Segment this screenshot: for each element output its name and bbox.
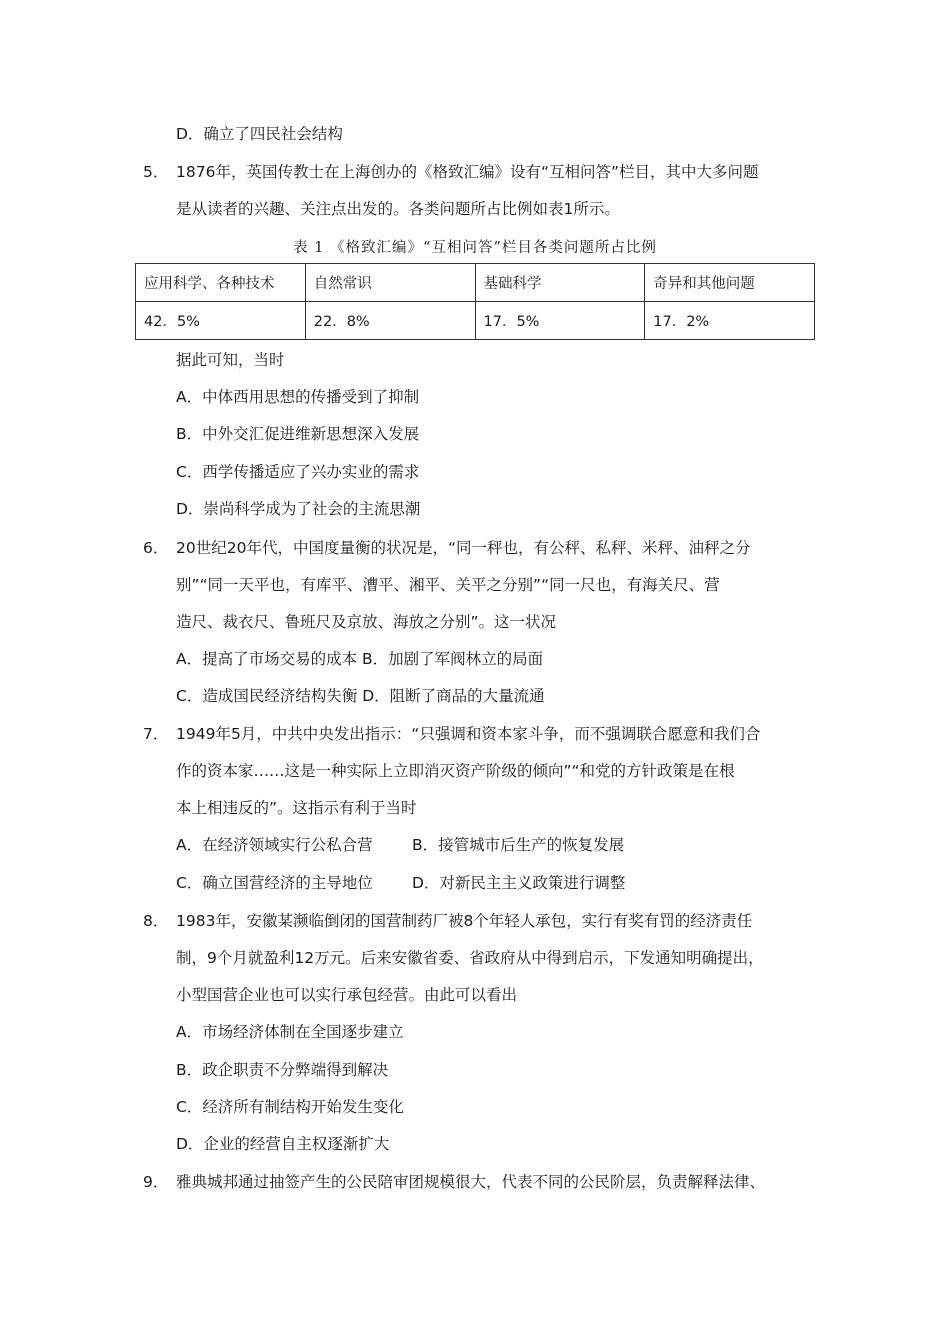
q6-number: 6． [143, 539, 169, 557]
table1-header-cell: 基础科学 [475, 264, 645, 302]
q7-option-b[interactable]: B．接管城市后生产的恢复发展 [412, 836, 625, 854]
table1-value-cell: 22．8% [305, 302, 475, 340]
table1-header-row [136, 264, 815, 302]
q8-stem-line3: 小型国营企业也可以实行承包经营。由此可以看出 [176, 986, 518, 1004]
table1-value-cell: 17．2% [645, 302, 815, 340]
q6-stem-line1: 20世纪20年代，中国度量衡的状况是，“同一秤也，有公秤、私秤、米秤、油秤之分 [176, 539, 751, 557]
q7-number: 7． [143, 725, 169, 743]
q4-option-d: D．确立了四民社会结构 [176, 125, 343, 143]
q5-option-a[interactable]: A．中体西用思想的传播受到了抑制 [176, 388, 420, 406]
q6-options-cd[interactable]: C．造成国民经济结构失衡 D．阻断了商品的大量流通 [176, 687, 545, 705]
q6-stem-line2: 别”“同一天平也，有库平、漕平、湘平、关平之分别”“同一尺也，有海关尺、营 [176, 576, 720, 594]
q5-question: 据此可知，当时 [176, 351, 285, 369]
table1 [135, 263, 815, 340]
q5-option-d[interactable]: D．崇尚科学成为了社会的主流思潮 [176, 500, 421, 518]
q9-stem-line1: 雅典城邦通过抽签产生的公民陪审团规模很大，代表不同的公民阶层，负责解释法律、 [176, 1173, 766, 1191]
q8-option-a[interactable]: A．市场经济体制在全国逐步建立 [176, 1023, 404, 1041]
q8-option-d[interactable]: D．企业的经营自主权逐渐扩大 [176, 1135, 390, 1153]
table1-header-cell: 应用科学、各种技术 [136, 264, 306, 302]
table1-value-cell: 42．5% [136, 302, 306, 340]
table1-header-cell: 奇异和其他问题 [645, 264, 815, 302]
q5-option-b[interactable]: B．中外交汇促进维新思想深入发展 [176, 425, 420, 443]
q5-option-c[interactable]: C．西学传播适应了兴办实业的需求 [176, 463, 420, 481]
q8-stem-line2: 制，9个月就盈利12万元。后来安徽省委、省政府从中得到启示，下发通知明确提出， [176, 949, 764, 967]
q7-stem-line3: 本上相违反的”。这指示有利于当时 [176, 799, 417, 817]
q7-stem-line1: 1949年5月，中共中央发出指示：“只强调和资本家斗争，而不强调联合愿意和我们合 [176, 725, 761, 743]
q7-stem-line2: 作的资本家……这是一种实际上立即消灭资产阶级的倾向”“和党的方针政策是在根 [176, 762, 735, 780]
q8-number: 8． [143, 912, 169, 930]
q5-stem-line1: 1876年，英国传教士在上海创办的《格致汇编》设有“互相问答”栏目，其中大多问题 [176, 163, 759, 181]
q9-number: 9． [143, 1173, 169, 1191]
q6-options-ab[interactable]: A．提高了市场交易的成本 B．加剧了军阀林立的局面 [176, 650, 544, 668]
table1-caption: 表 1 《格致汇编》“互相问答”栏目各类问题所占比例 [293, 240, 657, 256]
q7-option-d[interactable]: D．对新民主主义政策进行调整 [412, 874, 626, 892]
q8-option-b[interactable]: B．政企职责不分弊端得到解决 [176, 1061, 389, 1079]
q7-option-c[interactable]: C．确立国营经济的主导地位 [176, 874, 373, 892]
q5-stem-line2: 是从读者的兴趣、关注点出发的。各类问题所占比例如表1所示。 [176, 200, 620, 218]
q5-number: 5． [143, 163, 169, 181]
q8-option-c[interactable]: C．经济所有制结构开始发生变化 [176, 1098, 404, 1116]
q8-stem-line1: 1983年，安徽某濒临倒闭的国营制药厂被8个年轻人承包，实行有奖有罚的经济责任 [176, 912, 753, 930]
q6-stem-line3: 造尺、裁衣尺、鲁班尺及京放、海放之分别”。这一状况 [176, 613, 557, 631]
q7-option-a[interactable]: A．在经济领域实行公私合营 [176, 836, 373, 854]
table1-value-cell: 17．5% [475, 302, 645, 340]
table1-value-row [136, 302, 815, 340]
table1-header-cell: 自然常识 [305, 264, 475, 302]
